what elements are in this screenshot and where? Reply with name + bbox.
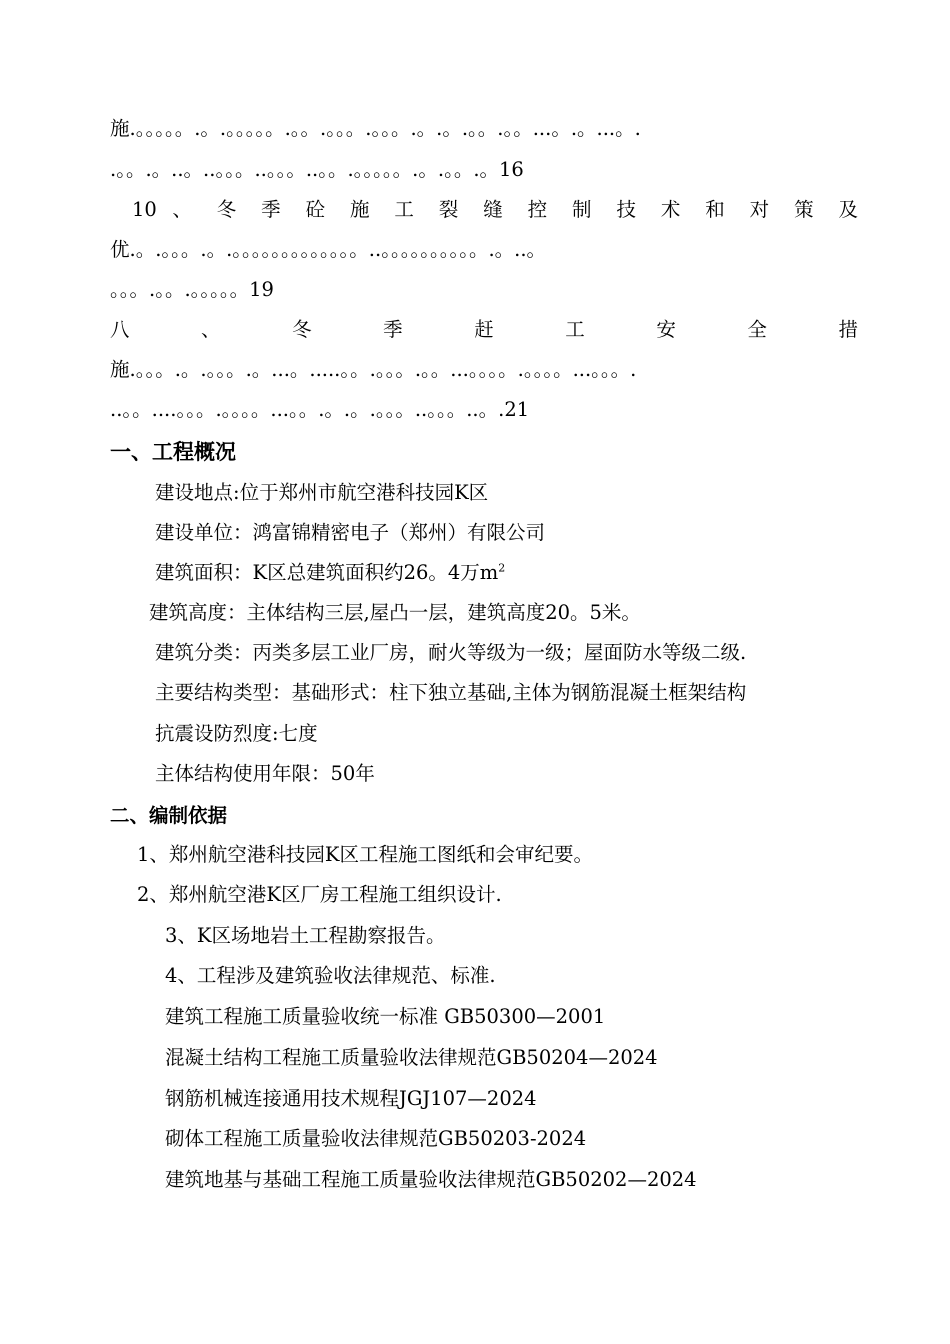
building-area-text: 建筑面积：K区总建筑面积约26。4万m [155,561,499,584]
standard-item-3: 钢筋机械连接通用技术规程JGJ107—2024 [165,1087,537,1110]
building-category: 建筑分类：丙类多层工业厂房，耐火等级为一级；屋面防水等级二级. [155,641,747,664]
toc-line-5: 。。。.。。.。。。。。19 [110,278,274,301]
toc-entry-8: 八 、 冬 季 赶 工 安 全 措 [110,318,858,341]
basis-item-4: 4、工程涉及建筑验收法律规范、标准. [165,964,496,987]
section-1-title: 一、工程概况 [110,440,236,464]
standard-item-2: 混凝土结构工程施工质量验收法律规范GB50204—2024 [165,1046,658,1069]
service-life: 主体结构使用年限：50年 [155,762,375,785]
section-2-title: 二、编制依据 [110,804,228,827]
basis-item-2: 2、郑州航空港K区厂房工程施工组织设计. [137,883,502,906]
project-location: 建设地点:位于郑州市航空港科技园K区 [155,481,489,504]
toc-line-2: .。。.。..。..。。。..。。。..。。.。。。。。.。.。。.。16 [110,158,524,181]
toc-line-1: 施.。。。。。.。.。。。。。.。。.。。。.。。。.。.。.。。.。。...。.。...。. [110,117,641,140]
toc-entry-10: 10 、 冬 季 砼 施 工 裂 缝 控 制 技 术 和 对 策 及 [132,198,858,221]
building-height: 建筑高度：主体结构三层,屋凸一层，建筑高度20。5米。 [149,601,641,624]
structure-type: 主要结构类型：基础形式：柱下独立基础,主体为钢筋混凝土框架结构 [155,681,747,704]
building-area-superscript: 2 [498,561,506,575]
building-area [155,553,855,593]
standard-item-4: 砌体工程施工质量验收法律规范GB50203-2024 [165,1127,587,1150]
basis-item-1: 1、郑州航空港科技园K区工程施工图纸和会审纪要。 [137,843,593,866]
standard-item-1: 建筑工程施工质量验收统一标准 GB50300—2001 [165,1005,606,1028]
standard-item-5: 建筑地基与基础工程施工质量验收法律规范GB50202—2024 [165,1168,697,1191]
toc-line-7: 施.。。。.。.。。。.。...。.....。。.。。。.。。...。。。。.。。。。...。。。. [110,358,637,381]
seismic-intensity: 抗震设防烈度:七度 [155,722,318,745]
toc-line-8: ..。。....。。。.。。。。...。。.。.。.。。。..。。。..。.21 [110,398,530,421]
basis-item-3: 3、K区场地岩土工程勘察报告。 [165,924,446,947]
construction-unit: 建设单位：鸿富锦精密电子（郑州）有限公司 [155,521,546,544]
toc-line-4: 优.。.。。。.。.。。。。。。。。。。。。。..。。。。。。。。。。.。..。 [110,238,547,261]
